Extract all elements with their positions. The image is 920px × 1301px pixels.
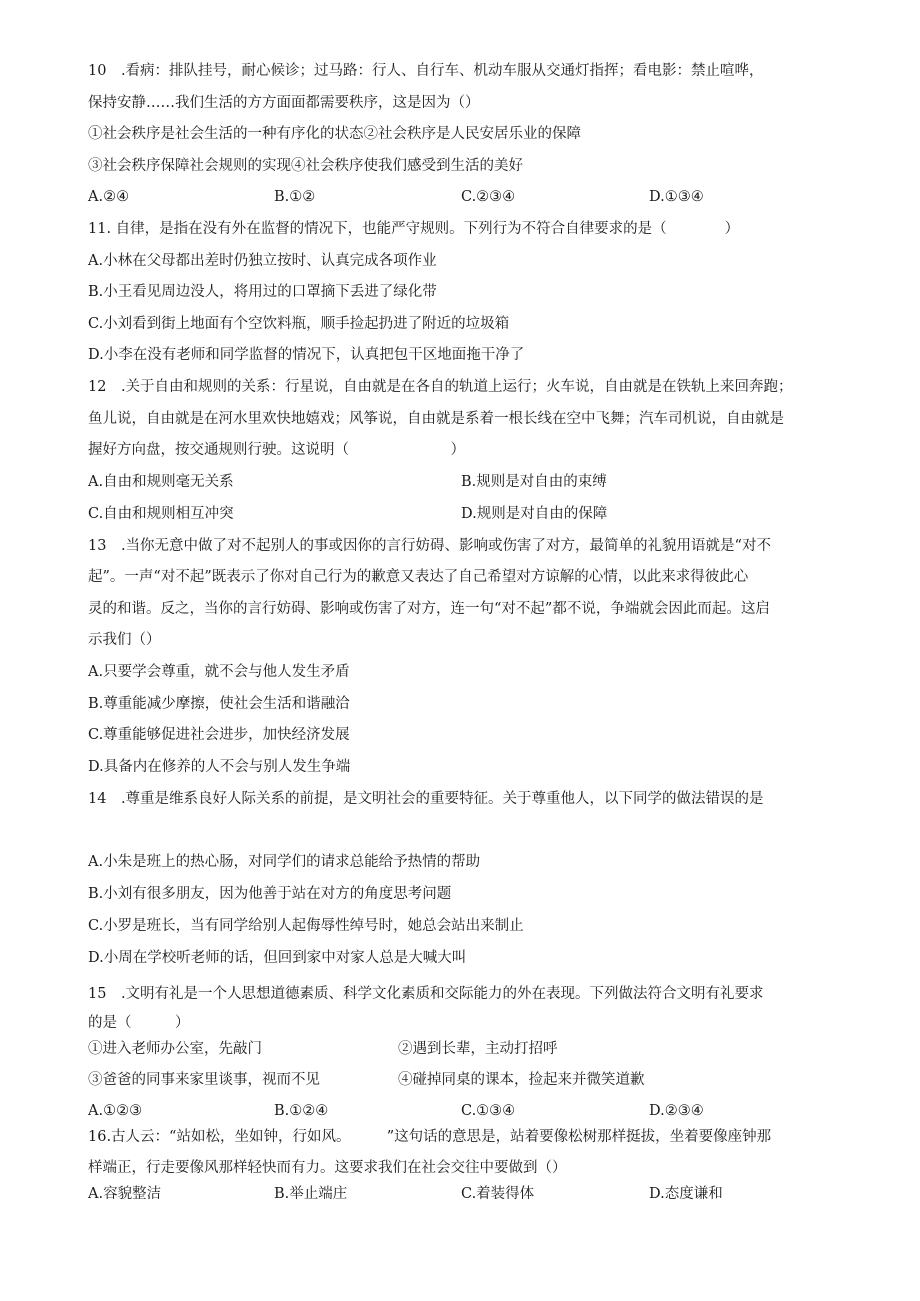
q11-option-d: D.小李在没有老师和同学监督的情况下，认真把包干区地面拖干净了	[88, 347, 525, 363]
q10-option-d: D.①③④	[649, 189, 704, 205]
q13-option-b: B.尊重能减少摩擦，使社会生活和谐融洽	[88, 696, 350, 712]
q12-option-d: D.规则是对自由的保障	[461, 506, 608, 522]
q14-option-b: B.小刘有很多朋友，因为他善于站在对方的角度思考问题	[88, 886, 452, 902]
q15-item-2: ②遇到长辈，主动打招呼	[398, 1041, 558, 1057]
q16-option-a: A.容貌整洁	[88, 1186, 162, 1202]
q14-option-c: C.小罗是班长，当有同学给别人起侮辱性绰号时，她总会站出来制止	[88, 918, 524, 934]
q13-option-c: C.尊重能够促进社会进步，加快经济发展	[88, 727, 350, 743]
q12-option-c: C.自由和规则相互冲突	[88, 506, 234, 522]
q13-stem-line-3: 灵的和谐。反之，当你的言行妨碍、影响或伤害了对方，连一句“对不起”都不说，争端就会因此而起。这启	[88, 601, 770, 617]
q14-stem-line-1: 14 .尊重是维系良好人际关系的前提，是文明社会的重要特征。关于尊重他人，以下同学的做法错误的是	[88, 791, 764, 807]
q15-option-b: B.①②④	[274, 1103, 329, 1119]
q10-option-a: A.②④	[88, 189, 130, 205]
q16-option-b: B.举止端庄	[274, 1186, 348, 1202]
q10-statement-line-2: ③社会秩序保障社会规则的实现④社会秩序使我们感受到生活的美好	[88, 158, 523, 174]
q15-item-1: ①进入老师办公室，先敲门	[88, 1041, 262, 1057]
q10-stem-line-2: 保持安静……我们生活的方方面面都需要秩序，这是因为（）	[88, 95, 480, 111]
q16-option-c: C.着装得体	[461, 1186, 535, 1202]
q11-option-c: C.小刘看到街上地面有个空饮料瓶，顺手捡起扔进了附近的垃圾箱	[88, 316, 510, 332]
q10-statement-line-1: ①社会秩序是社会生活的一种有序化的状态②社会秩序是人民安居乐业的保障	[88, 126, 581, 142]
q13-option-d: D.具备内在修养的人不会与别人发生争端	[88, 759, 351, 775]
q14-option-a: A.小朱是班上的热心肠，对同学们的请求总能给予热情的帮助	[88, 854, 481, 870]
q15-item-3: ③爸爸的同事来家里谈事，视而不见	[88, 1072, 320, 1088]
q15-option-a: A.①②③	[88, 1103, 143, 1119]
q15-item-4: ④碰掉同桌的课本，捡起来并微笑道歉	[398, 1072, 645, 1088]
q13-stem-line-4: 示我们（）	[88, 632, 161, 648]
q13-stem-line-1: 13 .当你无意中做了对不起别人的事或因你的言行妨碍、影响或伤害了对方，最简单的礼貌用语就是“对不	[88, 538, 771, 554]
q15-option-c: C.①③④	[461, 1103, 516, 1119]
q11-option-b: B.小王看见周边没人，将用过的口罩摘下丢进了绿化带	[88, 284, 437, 300]
q12-option-b: B.规则是对自由的束缚	[461, 474, 607, 490]
q13-stem-line-2: 起”。一声“对不起”既表示了你对自己行为的歉意又表达了自己希望对方谅解的心情，以此来求得彼此心	[88, 569, 749, 585]
q10-stem-line-1: 10 .看病：排队挂号，耐心候诊；过马路：行人、自行车、机动车服从交通灯指挥；看电影：禁止喧哗，	[88, 63, 764, 79]
q13-option-a: A.只要学会尊重，就不会与他人发生矛盾	[88, 664, 350, 680]
q16-option-d: D.态度谦和	[649, 1186, 723, 1202]
q12-stem-line-3: 握好方向盘，按交通规则行驶。这说明（ ）	[88, 442, 465, 458]
q12-option-a: A.自由和规则毫无关系	[88, 474, 234, 490]
q15-option-d: D.②③④	[649, 1103, 704, 1119]
q16-stem-line-2: 样端正，行走要像风那样轻快而有力。这要求我们在社会交往中要做到（）	[88, 1160, 567, 1176]
q15-stem-line-1: 15 .文明有礼是一个人思想道德素质、科学文化素质和交际能力的外在表现。下列做法符合文明有礼要求	[88, 986, 764, 1002]
q14-option-d: D.小周在学校听老师的话，但回到家中对家人总是大喊大叫	[88, 950, 467, 966]
q12-stem-line-1: 12 .关于自由和规则的关系：行星说，自由就是在各自的轨道上运行；火车说，自由就是在铁轨上来回奔跑；	[88, 379, 793, 395]
q15-stem-line-2: 的是（ ）	[88, 1015, 190, 1031]
q11-option-a: A.小林在父母都出差时仍独立按时、认真完成各项作业	[88, 253, 437, 269]
q10-option-c: C.②③④	[461, 189, 516, 205]
q10-option-b: B.①②	[274, 189, 316, 205]
q11-stem-line-1: 11. 自律，是指在没有外在监督的情况下，也能严守规则。下列行为不符合自律要求的是（ ）	[88, 221, 740, 237]
q16-stem-line-1: 16.古人云：“站如松，坐如钟，行如风。 ”这句话的意思是，站着要像松树那样挺拔，坐着要像座钟那	[88, 1129, 772, 1145]
q12-stem-line-2: 鱼儿说，自由就是在河水里欢快地嬉戏；风筝说，自由就是系着一根长线在空中飞舞；汽车司机说，自由就是	[88, 411, 784, 427]
